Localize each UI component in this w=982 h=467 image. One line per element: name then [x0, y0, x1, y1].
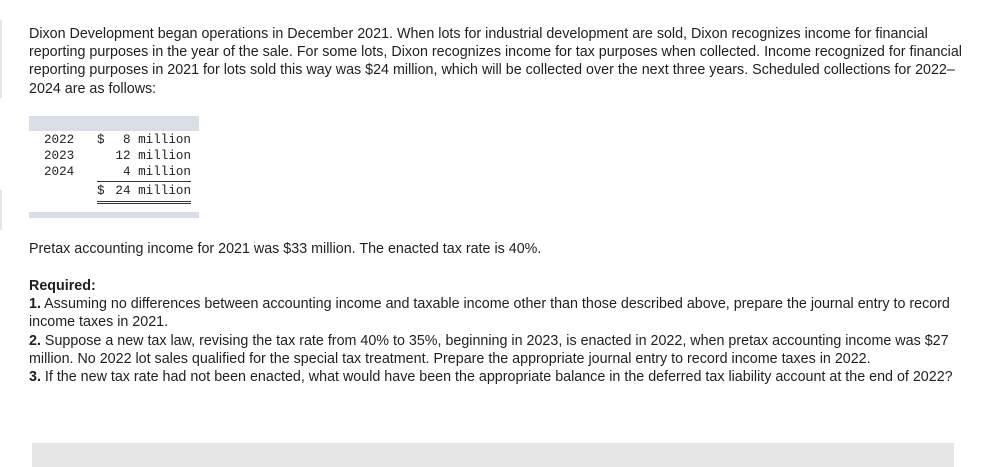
year-cell: 2024 [44, 165, 75, 179]
answer-panel-bar [32, 443, 954, 467]
requirement-item [29, 332, 964, 368]
intro-paragraph: Dixon Development began operations in December 2021. When lots for industrial development are sold, Dixon recognizes income for financial reporting purposes in the year of the sale. For some lots, Dixon recognizes income for tax purposes when collected. Income recognized for financial reporting purposes in 2021 for lots sold this way was $24 million, which will be collected over the next three years. Scheduled collections for 2022–2024 are as follows: [29, 26, 962, 97]
dollar-sign: $ [97, 184, 105, 198]
left-margin-rule [0, 190, 2, 230]
requirement-text: Suppose a new tax law, revising the tax rate from 40% to 35%, beginning in 2023, is enacted in 2022, when pretax accounting income was $27 million. No 2022 lot sales qualified for the special tax treatment. Prepare the appropriate journal entry to record income taxes in 2022. [29, 332, 949, 367]
requirement-item [29, 368, 964, 386]
required-heading: Required: [29, 278, 96, 294]
amount-value: 8 million [122, 133, 191, 147]
table-footer-band [29, 212, 199, 218]
requirement-number: 1. [29, 296, 41, 313]
requirement-number: 2. [29, 332, 41, 349]
requirement-text: If the new tax rate had not been enacted, what would have been the appropriate balance in the deferred tax liability account at the end of 2022? [40, 369, 953, 386]
table-row [29, 148, 199, 164]
table-row [29, 164, 199, 180]
table-row [29, 132, 199, 148]
table-header-band [29, 116, 199, 131]
requirement-number: 3. [29, 369, 41, 386]
requirement-text: Assuming no differences between accounting income and taxable income other than those described above, prepare the journal entry to record income taxes in 2021. [29, 296, 950, 331]
amount-value: 4 million [122, 165, 191, 179]
requirement-item [29, 295, 964, 331]
left-margin-rule [0, 20, 2, 98]
year-cell: 2022 [44, 133, 75, 147]
dollar-sign: $ [97, 133, 105, 147]
pretax-income-statement: Pretax accounting income for 2021 was $33 million. The enacted tax rate is 40%. [29, 241, 542, 257]
total-row [97, 181, 191, 204]
year-cell: 2023 [44, 149, 75, 163]
required-section [29, 277, 964, 386]
amount-value: 12 million [115, 149, 191, 163]
total-value: 24 million [115, 184, 191, 198]
collections-schedule-table [29, 116, 199, 220]
